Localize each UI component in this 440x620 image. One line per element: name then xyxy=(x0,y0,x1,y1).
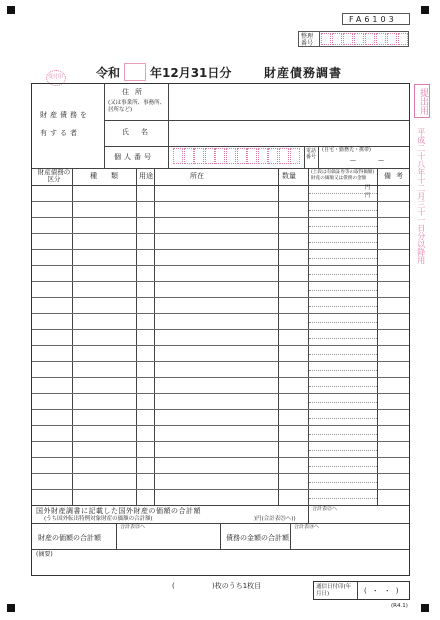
col-header-yoto: 用途 xyxy=(139,172,153,180)
col-header-shozai: 所在 xyxy=(190,172,204,180)
amount-split-line xyxy=(309,450,377,451)
seiri-digit-cell[interactable] xyxy=(387,33,397,45)
address-input[interactable] xyxy=(170,86,408,118)
phone-dash-2: — xyxy=(378,157,384,164)
yen-label-2: 円 xyxy=(365,193,371,199)
amount-split-line xyxy=(309,370,377,371)
table-row[interactable] xyxy=(32,249,409,266)
table-row[interactable] xyxy=(32,233,409,250)
foreign-total-title: 国外財産調書に記載した国外財産の価額の合計額 xyxy=(36,507,201,515)
corner-mark-tl xyxy=(7,6,15,14)
amount-split-line xyxy=(309,193,377,194)
seiri-digit-cell[interactable] xyxy=(321,33,331,45)
mynumber-digit-cell[interactable] xyxy=(247,148,257,164)
seiri-digit-cell[interactable] xyxy=(398,33,408,45)
mynumber-digit-cell[interactable] xyxy=(173,148,183,164)
seiri-label: 整理 番号 xyxy=(301,33,314,47)
table-row[interactable] xyxy=(32,393,409,410)
seiri-digit-cell[interactable] xyxy=(343,33,353,45)
name-input[interactable] xyxy=(170,122,408,144)
goukei-hyo-1: 合計表㉒へ xyxy=(312,506,338,512)
amount-split-line xyxy=(309,386,377,387)
title-main: 財産債務調書 xyxy=(264,66,343,80)
address-label: 住所 xyxy=(122,88,148,96)
seiri-digit-cell[interactable] xyxy=(354,33,364,45)
goukei-hyo-2: 合計表㉓へ xyxy=(120,524,146,530)
mynumber-digit-cell[interactable] xyxy=(184,148,194,164)
pages-text: )枚のうち1枚目 xyxy=(212,582,262,590)
amount-split-line xyxy=(309,258,377,259)
asset-total-input[interactable] xyxy=(118,532,218,548)
table-row[interactable] xyxy=(32,361,409,378)
seiri-digit-cell[interactable] xyxy=(332,33,342,45)
col-header-suryo: 数量 xyxy=(282,172,296,180)
amount-split-line xyxy=(309,210,377,211)
amount-split-line xyxy=(309,338,377,339)
side-label-box xyxy=(414,84,430,118)
amount-split-line xyxy=(309,322,377,323)
main-form-frame xyxy=(31,83,410,576)
mynumber-digit-cell[interactable] xyxy=(215,148,225,164)
tekiyo-label: (摘要) xyxy=(36,551,53,558)
corner-mark-bl xyxy=(7,604,15,612)
amount-split-line xyxy=(309,466,377,467)
foreign-total-sub: (うち国外転出特例対象財産の価額の合計額( xyxy=(44,516,153,522)
mynumber-label: 個人番号 xyxy=(114,153,154,161)
table-row[interactable] xyxy=(32,313,409,330)
mynumber-digit-cell[interactable] xyxy=(290,148,300,164)
table-row[interactable] xyxy=(32,281,409,298)
amount-split-line xyxy=(309,354,377,355)
address-sub: (又は事業所、事務所、居所など) xyxy=(108,100,166,113)
phone-dash-1: — xyxy=(350,157,356,164)
amount-split-line xyxy=(309,274,377,275)
table-row[interactable] xyxy=(32,409,409,426)
table-row[interactable] xyxy=(32,201,409,218)
table-row[interactable] xyxy=(32,425,409,442)
holder-label-1: 財産債務を xyxy=(40,111,90,119)
revision-label: (R4.1) xyxy=(391,603,408,609)
yen-label-1: 円 xyxy=(365,185,371,191)
col-header-shurui: 種類 xyxy=(90,172,132,180)
stamp-label: 受付印 xyxy=(48,74,64,80)
col-header-kingaku: (上段は有価証券等の取得価額)財産の価額又は債務の金額 xyxy=(311,170,375,181)
mynumber-digit-cell[interactable] xyxy=(194,148,204,164)
goukei-hyo-3: 合計表㉔へ xyxy=(294,524,320,530)
holder-label-2: 有する者 xyxy=(40,129,80,137)
amount-split-line xyxy=(309,242,377,243)
mynumber-digit-cell[interactable] xyxy=(258,148,268,164)
asset-total-label: 財産の価額の合計額 xyxy=(38,534,101,542)
debt-total-label: 債務の金額の合計額 xyxy=(226,534,289,542)
form-code-box xyxy=(342,13,410,25)
table-row[interactable] xyxy=(32,217,409,234)
pages-open: ( xyxy=(172,582,175,590)
seiri-digit-cell[interactable] xyxy=(365,33,375,45)
mynumber-digit-cell[interactable] xyxy=(279,148,289,164)
col-header-biko: 備考 xyxy=(384,172,408,180)
era-year-input[interactable] xyxy=(124,63,146,81)
table-row[interactable] xyxy=(32,185,409,201)
mynumber-digit-cell[interactable] xyxy=(237,148,247,164)
amount-split-line xyxy=(309,226,377,227)
tekiyo-input[interactable] xyxy=(34,560,407,574)
corner-mark-tr xyxy=(421,6,429,14)
amount-split-line xyxy=(309,498,377,499)
seiri-number-box xyxy=(298,31,409,47)
table-row[interactable] xyxy=(32,345,409,362)
mynumber-cells[interactable] xyxy=(173,148,301,165)
phone-label: 電話番号 xyxy=(306,148,317,160)
pages-count-input[interactable] xyxy=(178,581,208,591)
corner-mark-br xyxy=(421,604,429,612)
name-label: 氏名 xyxy=(122,128,160,136)
table-row[interactable] xyxy=(32,329,409,346)
side-version: 平成二十八年十二月三十一日分以降用 xyxy=(416,128,426,264)
table-row[interactable] xyxy=(32,489,409,506)
title-date: 年12月31日分 xyxy=(150,66,232,80)
amount-split-line xyxy=(309,482,377,483)
amount-split-line xyxy=(309,434,377,435)
mynumber-digit-cell[interactable] xyxy=(226,148,236,164)
phone-sub: (自宅・勤務先・携帯) xyxy=(322,147,371,153)
table-row[interactable] xyxy=(32,297,409,314)
amount-split-line xyxy=(309,402,377,403)
asset-table-rows xyxy=(32,185,409,505)
table-row[interactable] xyxy=(32,441,409,458)
table-row[interactable] xyxy=(32,377,409,394)
postmark-box xyxy=(313,581,410,600)
amount-split-line xyxy=(309,418,377,419)
seiri-cells[interactable] xyxy=(321,33,409,45)
form-code: FA6103 xyxy=(349,15,397,24)
postmark-label: 通信日付印(年月日) xyxy=(316,584,352,597)
table-row[interactable] xyxy=(32,473,409,490)
table-row[interactable] xyxy=(32,265,409,282)
seiri-digit-cell[interactable] xyxy=(376,33,386,45)
title-era: 令和 xyxy=(96,66,121,80)
foreign-total-yen: )円(合計表㉕へ)) xyxy=(254,516,296,522)
mynumber-digit-cell[interactable] xyxy=(268,148,278,164)
debt-total-input[interactable] xyxy=(292,532,408,548)
foreign-total-input[interactable] xyxy=(310,513,408,522)
postmark-date[interactable]: (・・) xyxy=(364,587,404,595)
mynumber-digit-cell[interactable] xyxy=(205,148,215,164)
amount-split-line xyxy=(309,306,377,307)
amount-split-line xyxy=(309,290,377,291)
col-header-kubun: 財産債務の区分 xyxy=(37,168,71,183)
table-row[interactable] xyxy=(32,457,409,474)
side-label: 提出用 xyxy=(418,88,428,115)
